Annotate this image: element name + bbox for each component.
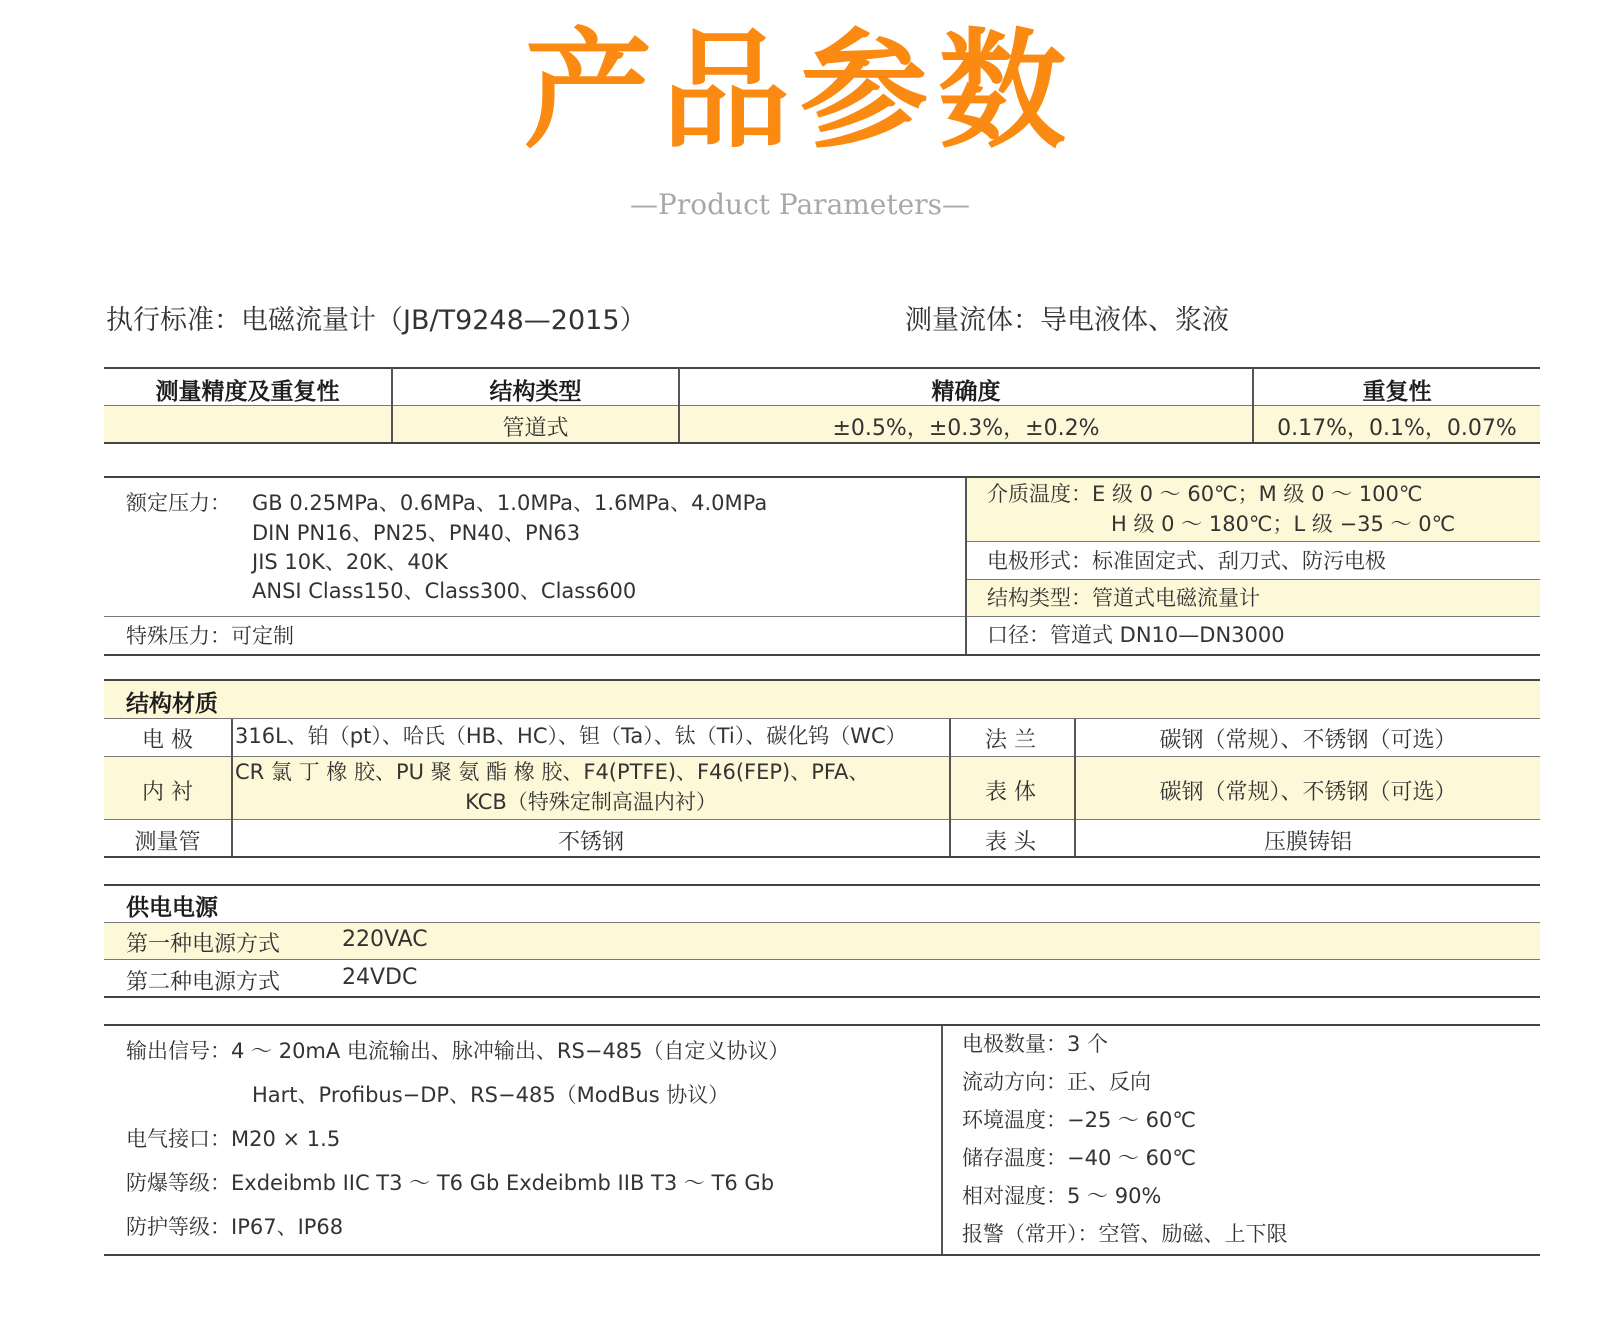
- materials-title: 结构材质: [126, 691, 218, 717]
- spec-right: 储存温度：−40 ～ 60℃: [962, 1146, 1196, 1170]
- table-cell: 0.17%，0.1%，0.07%: [1277, 416, 1517, 441]
- power-label: 第二种电源方式: [126, 970, 281, 995]
- row-fill: [104, 923, 1540, 959]
- material-value: 不锈钢: [557, 830, 624, 855]
- rule: [104, 959, 1540, 960]
- page-subtitle: —Product Parameters—: [630, 188, 970, 221]
- rule: [967, 579, 1540, 580]
- header-cell: 结构类型: [489, 379, 582, 405]
- divider: [965, 477, 967, 654]
- table-cell: 管道式: [502, 416, 569, 441]
- page-title: 产品参数: [523, 17, 1076, 166]
- spec-left: Hart、Profibus−DP、RS−485（ModBus 协议）: [252, 1083, 730, 1107]
- rule: [104, 654, 1540, 656]
- rule: [104, 718, 1540, 719]
- standard-text: 执行标准：电磁流量计（JB/T9248—2015）: [106, 305, 647, 336]
- divider: [941, 1025, 943, 1254]
- fluid-text: 测量流体：导电液体、浆液: [905, 305, 1229, 336]
- power-value: 220VAC: [342, 927, 428, 952]
- material-label: 内 衬: [142, 780, 193, 805]
- electrode-form: 电极形式：标准固定式、刮刀式、防污电极: [987, 549, 1386, 573]
- special-pressure: 特殊压力：可定制: [126, 624, 294, 648]
- spec-left: 防护等级：IP67、IP68: [126, 1215, 344, 1239]
- power-value: 24VDC: [342, 965, 418, 990]
- power-label: 第一种电源方式: [126, 932, 281, 957]
- power-title: 供电电源: [126, 895, 218, 921]
- spec-right: 流动方向：正、反向: [962, 1070, 1151, 1094]
- material-label: 法 兰: [985, 728, 1036, 753]
- caliber: 口径：管道式 DN10—DN3000: [987, 623, 1285, 647]
- rule: [104, 819, 1540, 820]
- rule: [104, 367, 1540, 369]
- rule: [104, 442, 1540, 444]
- spec-left: 电气接口：M20 × 1.5: [126, 1127, 341, 1151]
- spec-left: 防爆等级：Exdeibmb IIC T3 ～ T6 Gb Exdeibmb IIB T3 ～ T6 Gb: [126, 1171, 775, 1195]
- structure-type: 结构类型：管道式电磁流量计: [987, 586, 1260, 610]
- material-label: 表 体: [985, 780, 1036, 805]
- rated-pressure-label: 额定压力：: [126, 491, 231, 515]
- spec-right: 报警（常开）：空管、励磁、上下限: [962, 1222, 1288, 1246]
- table-cell: ±0.5%，±0.3%，±0.2%: [832, 416, 1100, 441]
- spec-right: 相对湿度：5 ～ 90%: [962, 1184, 1162, 1208]
- material-value: 压膜铸铝: [1263, 830, 1352, 855]
- rule: [104, 1024, 1540, 1026]
- material-value: 碳钢（常规）、不锈钢（可选）: [1159, 728, 1457, 753]
- rule: [104, 996, 1540, 998]
- medium-temp-line1: 介质温度：E 级 0 ～ 60℃；M 级 0 ～ 100℃: [987, 482, 1423, 506]
- material-label: 测量管: [134, 830, 201, 855]
- spec-left: 输出信号：4 ～ 20mA 电流输出、脉冲输出、RS−485（自定义协议）: [126, 1039, 790, 1063]
- rule: [967, 541, 1540, 542]
- material-value: CR 氯 丁 橡 胶、PU 聚 氨 酯 橡 胶、F4(PTFE)、F46(FEP)、PFA、: [235, 760, 870, 784]
- title-fill: [104, 681, 1540, 718]
- pressure-line: ANSI Class150、Class300、Class600: [252, 579, 637, 603]
- pressure-line: GB 0.25MPa、0.6MPa、1.0MPa、1.6MPa、4.0MPa: [252, 491, 768, 515]
- material-value: 316L、铂（pt）、哈氏（HB、HC）、钽（Ta）、钛（Ti）、碳化钨（WC）: [235, 724, 907, 748]
- rule: [104, 616, 1540, 617]
- spec-right: 电极数量：3 个: [962, 1032, 1109, 1056]
- divider: [949, 719, 951, 856]
- rule: [104, 922, 1540, 923]
- material-value: 碳钢（常规）、不锈钢（可选）: [1159, 780, 1457, 805]
- header-cell: 精确度: [931, 379, 1001, 405]
- material-value: KCB（特殊定制高温内衬）: [465, 790, 717, 814]
- rule: [104, 1254, 1540, 1256]
- material-label: 表 头: [985, 830, 1036, 855]
- pressure-line: DIN PN16、PN25、PN40、PN63: [252, 521, 581, 545]
- medium-temp-line2: H 级 0 ～ 180℃；L 级 −35 ～ 0℃: [1111, 512, 1456, 536]
- pressure-line: JIS 10K、20K、40K: [252, 550, 448, 574]
- rule: [104, 884, 1540, 886]
- header-cell: 测量精度及重复性: [155, 379, 340, 405]
- rule: [104, 856, 1540, 858]
- header-cell: 重复性: [1362, 379, 1432, 405]
- material-label: 电 极: [142, 728, 193, 753]
- spec-right: 环境温度：−25 ～ 60℃: [962, 1108, 1196, 1132]
